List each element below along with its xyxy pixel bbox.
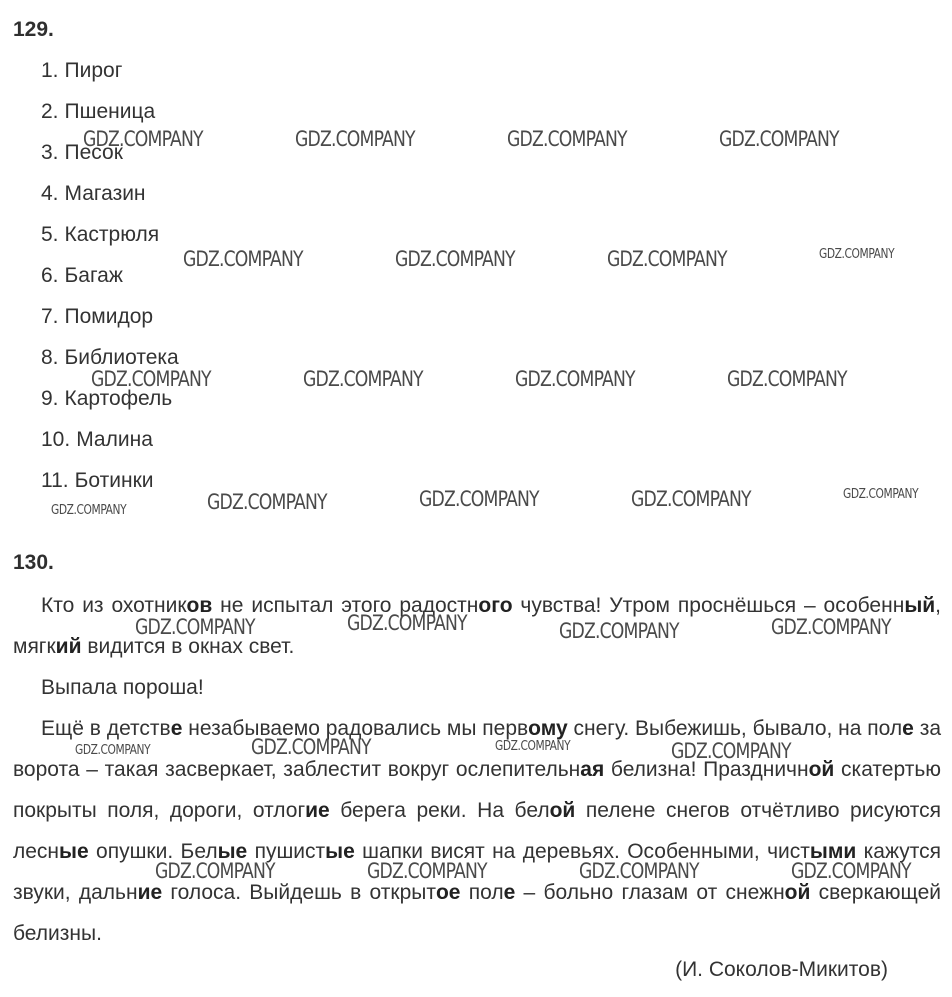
bold-ending: ому — [528, 717, 568, 740]
watermark: GDZ.COMPANY — [515, 367, 635, 391]
answer-item-number: 1. — [41, 59, 59, 82]
answer-item — [41, 468, 179, 509]
text-run: не испытал этого радостн — [212, 594, 479, 617]
bold-ending: ые — [217, 840, 248, 863]
bold-ending: ов — [186, 594, 213, 617]
bold-ending: е — [902, 717, 914, 740]
answer-item-text: Малина — [76, 428, 153, 451]
answer-item — [41, 181, 179, 222]
watermark: GDZ.COMPANY — [83, 127, 203, 151]
answer-item — [41, 263, 179, 304]
text-run: Ещё в детств — [41, 717, 171, 740]
watermark: GDZ.COMPANY — [207, 490, 327, 514]
bold-ending: ый — [904, 594, 936, 617]
answer-item-number: 4. — [41, 182, 59, 205]
bold-ending: ые — [325, 840, 355, 863]
text-paragraph-1 — [13, 585, 941, 667]
answer-item — [41, 386, 179, 427]
answer-item-number: 3. — [41, 141, 59, 164]
answer-item-number: 6. — [41, 264, 59, 287]
answer-item-text: Пшеница — [64, 100, 156, 123]
watermark: GDZ.COMPANY — [155, 859, 275, 883]
watermark: GDZ.COMPANY — [579, 859, 699, 883]
bold-ending: е — [170, 717, 183, 740]
watermark: GDZ.COMPANY — [419, 487, 539, 511]
text-run: шапки висят на деревьях. Особенными, чист — [354, 840, 810, 863]
text-run: кажутся звуки, дальн — [13, 840, 942, 904]
bold-ending: ие — [137, 881, 163, 904]
text-run: голоса. Выйдешь в открыт — [162, 881, 436, 904]
text-paragraph-2: Выпала пороша! — [41, 676, 204, 699]
answer-item-number: 7. — [41, 305, 59, 328]
watermark: GDZ.COMPANY — [771, 615, 891, 639]
watermark: GDZ.COMPANY — [671, 739, 791, 763]
answer-list-129 — [41, 58, 179, 509]
text-run: скатертью покрыты поля, дороги, отлог — [13, 758, 942, 822]
author-credit: (И. Соколов-Микитов) — [675, 958, 888, 981]
text-run: белизна! Праздничн — [604, 758, 809, 781]
answer-item-text: Библиотека — [64, 346, 179, 369]
bold-ending: ого — [478, 594, 513, 617]
text-run: – больно глазам от снежн — [515, 881, 785, 904]
watermark: GDZ.COMPANY — [295, 127, 415, 151]
watermark: GDZ.COMPANY — [843, 487, 919, 502]
watermark: GDZ.COMPANY — [507, 127, 627, 151]
text-run: незабываемо радовались мы перв — [182, 717, 529, 740]
answer-item-text: Пирог — [64, 59, 123, 82]
answer-item — [41, 222, 179, 263]
answer-item-number: 2. — [41, 100, 59, 123]
answer-item — [41, 140, 179, 181]
watermark: GDZ.COMPANY — [135, 615, 255, 639]
answer-item — [41, 427, 179, 468]
bold-ending: ий — [55, 635, 82, 658]
text-run: сверкающей белизны. — [13, 881, 941, 945]
answer-item-number: 11. — [41, 469, 69, 492]
answer-item — [41, 99, 179, 140]
watermark: GDZ.COMPANY — [251, 735, 371, 759]
watermark: GDZ.COMPANY — [183, 247, 303, 271]
bold-ending: ой — [784, 881, 811, 904]
bold-ending: ой — [549, 799, 576, 822]
bold-ending: е — [503, 881, 516, 904]
answer-item-text: Помидор — [64, 305, 154, 328]
watermark: GDZ.COMPANY — [303, 367, 423, 391]
bold-ending: ой — [808, 758, 835, 781]
answer-item — [41, 58, 179, 99]
watermark: GDZ.COMPANY — [719, 127, 839, 151]
watermark: GDZ.COMPANY — [819, 247, 895, 262]
watermark: GDZ.COMPANY — [75, 743, 151, 758]
text-run: чувства! Утром проснёшься – особенн — [512, 594, 905, 617]
text-run: Кто из охотник — [41, 594, 187, 617]
answer-item-text: Ботинки — [74, 469, 154, 492]
watermark: GDZ.COMPANY — [727, 367, 847, 391]
watermark: GDZ.COMPANY — [607, 247, 727, 271]
watermark: GDZ.COMPANY — [631, 487, 751, 511]
text-run: пелене снегов отчётливо рисуются лесн — [13, 799, 942, 863]
answer-item — [41, 345, 179, 386]
text-run: снегу. Выбежишь, бывало, на пол — [567, 717, 903, 740]
watermark: GDZ.COMPANY — [791, 859, 911, 883]
watermark: GDZ.COMPANY — [395, 247, 515, 271]
watermark: GDZ.COMPANY — [495, 739, 571, 754]
answer-item-number: 5. — [41, 223, 59, 246]
task-number-129: 129. — [13, 18, 54, 41]
answer-item-number: 10. — [41, 428, 71, 451]
answer-item-text: Магазин — [64, 182, 146, 205]
text-run: пушист — [247, 840, 326, 863]
task-number-130: 130. — [13, 551, 54, 574]
watermark: GDZ.COMPANY — [559, 619, 679, 643]
text-paragraph-3 — [13, 708, 941, 954]
watermark: GDZ.COMPANY — [347, 611, 467, 635]
bold-ending: ие — [305, 799, 330, 822]
text-run: опушки. Бел — [88, 840, 218, 863]
text-run: , мягк — [13, 594, 941, 658]
bold-ending: ое — [435, 881, 461, 904]
answer-item-text: Багаж — [64, 264, 123, 287]
answer-item-text: Песок — [64, 141, 123, 164]
bold-ending: ая — [580, 758, 605, 781]
answer-item-text: Картофель — [64, 387, 173, 410]
text-run: за ворота – такая засверкает, заблестит вокруг ослепительн — [13, 717, 941, 781]
answer-item-number: 8. — [41, 346, 59, 369]
bold-ending: ыми — [809, 840, 857, 863]
watermark: GDZ.COMPANY — [51, 503, 127, 518]
answer-item — [41, 304, 179, 345]
answer-item-number: 9. — [41, 387, 59, 410]
answer-item-text: Кастрюля — [64, 223, 160, 246]
watermark: GDZ.COMPANY — [91, 367, 211, 391]
text-run: видится в окнах свет. — [81, 635, 295, 658]
text-run: берега реки. На бел — [329, 799, 550, 822]
text-run: пол — [460, 881, 504, 904]
bold-ending: ые — [59, 840, 89, 863]
watermark: GDZ.COMPANY — [367, 859, 487, 883]
